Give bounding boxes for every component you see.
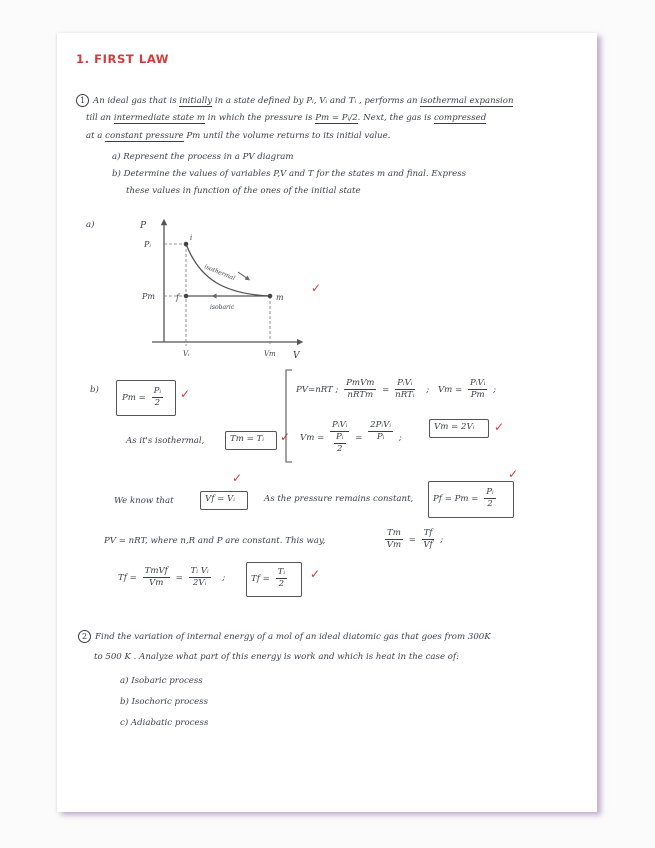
temp-ratio: $\frac{Tm}{Vm}$ = $\frac{Tf}{Vf}$ ; <box>386 528 444 550</box>
point-i-label: i <box>190 234 193 242</box>
point-m <box>268 294 273 299</box>
problem1-part-b: b) Determine the values of variables P,V and T for the states m and final. Express <box>112 169 467 179</box>
problem1-number: 1 <box>76 94 89 107</box>
solution-b-label: b) <box>90 385 99 395</box>
problem1-line1: 1 An ideal gas that is initially in a state defined by Pᵢ, Vᵢ and Tᵢ , performs an isothermal expansion <box>76 94 513 107</box>
isothermal-curve <box>186 244 270 296</box>
point-f-label: f <box>176 293 179 302</box>
tm-check: ✓ <box>280 430 291 444</box>
diagram-label: a) <box>86 220 95 230</box>
pm-check: ✓ <box>180 387 191 401</box>
vm-result: Vm = 2Vᵢ <box>434 422 475 432</box>
problem2-part-a: a) Isobaric process <box>120 676 203 686</box>
pm-tick: Pm <box>142 292 155 301</box>
problem2-part-b: b) Isochoric process <box>120 697 208 707</box>
vm-check: ✓ <box>494 420 505 434</box>
diagram-check: ✓ <box>311 281 322 295</box>
pv-constant-text: PV = nRT, where n,R and P are constant. This way, <box>104 536 326 546</box>
pm-result: Pm = $\frac{\text{Pᵢ}}{2}$ <box>122 386 162 408</box>
isothermal-text: As it's isothermal, <box>126 436 205 446</box>
tf-check: ✓ <box>310 567 321 581</box>
pi-tick: Pᵢ <box>144 240 151 249</box>
vf-result: Vf = Vᵢ <box>205 494 235 504</box>
pv-derivation: PV=nRT ; $\frac{\text{PmVm}}{\text{nRTm}}$ = $\frac{\text{PᵢVᵢ}}{\text{nRTᵢ}}$ ; Vm = $\frac{\text{PᵢVᵢ}}{Pm}$ ; <box>296 378 497 400</box>
constant-pressure-text: As the pressure remains constant, <box>264 494 414 504</box>
isothermal-label: isothermal <box>203 263 237 283</box>
pv-diagram <box>130 210 320 370</box>
tf-result: Tf = $\frac{\text{Tᵢ}}{2}$ <box>251 567 286 589</box>
problem2-number: 2 <box>78 630 91 643</box>
point-m-label: m <box>276 293 284 302</box>
tm-result: Tm = Tᵢ <box>230 434 265 444</box>
vm-tick: Vm <box>264 350 276 358</box>
pf-result: Pf = Pm = $\frac{\text{Pᵢ}}{2}$ <box>433 487 494 509</box>
pf-check: ✓ <box>508 467 519 481</box>
problem1-line3: at a constant pressure Pm until the volume returns to its initial value. <box>86 131 391 141</box>
know-text: We know that <box>114 496 174 506</box>
vi-tick: Vᵢ <box>183 350 190 358</box>
problem2-line1: 2 Find the variation of internal energy of a mol of an ideal diatomic gas that goes from 300K <box>78 630 491 643</box>
vm-derivation: Vm = PᵢVᵢ Pᵢ 2 = $\frac{\text{2PᵢVᵢ}}{\text{Pᵢ}}$ ; <box>300 420 402 454</box>
problem1-part-a: a) Represent the process in a PV diagram <box>112 152 294 162</box>
isobaric-label: isobaric <box>210 304 235 311</box>
p-axis-label: P <box>140 221 147 231</box>
section-title: 1. FIRST LAW <box>76 52 170 66</box>
problem1-line2: till an intermediate state m in which the pressure is Pm = Pᵢ/2. Next, the gas is compressed <box>86 113 487 123</box>
point-f <box>184 294 189 299</box>
vf-check: ✓ <box>232 471 243 485</box>
point-i <box>184 242 189 247</box>
v-axis-label: V <box>293 351 300 361</box>
solution-bracket <box>282 368 294 464</box>
tf-derivation: Tf = $\frac{\text{TmVf}}{Vm}$ = $\frac{\text{Tᵢ Vᵢ}}{\text{2Vᵢ}}$ ; <box>118 566 226 588</box>
problem1-part-b-cont: these values in function of the ones of the initial state <box>126 186 361 196</box>
problem2-part-c: c) Adiabatic process <box>120 718 209 728</box>
problem2-line2: to 500 K . Analyze what part of this energy is work and which is heat in the case of: <box>94 652 460 662</box>
